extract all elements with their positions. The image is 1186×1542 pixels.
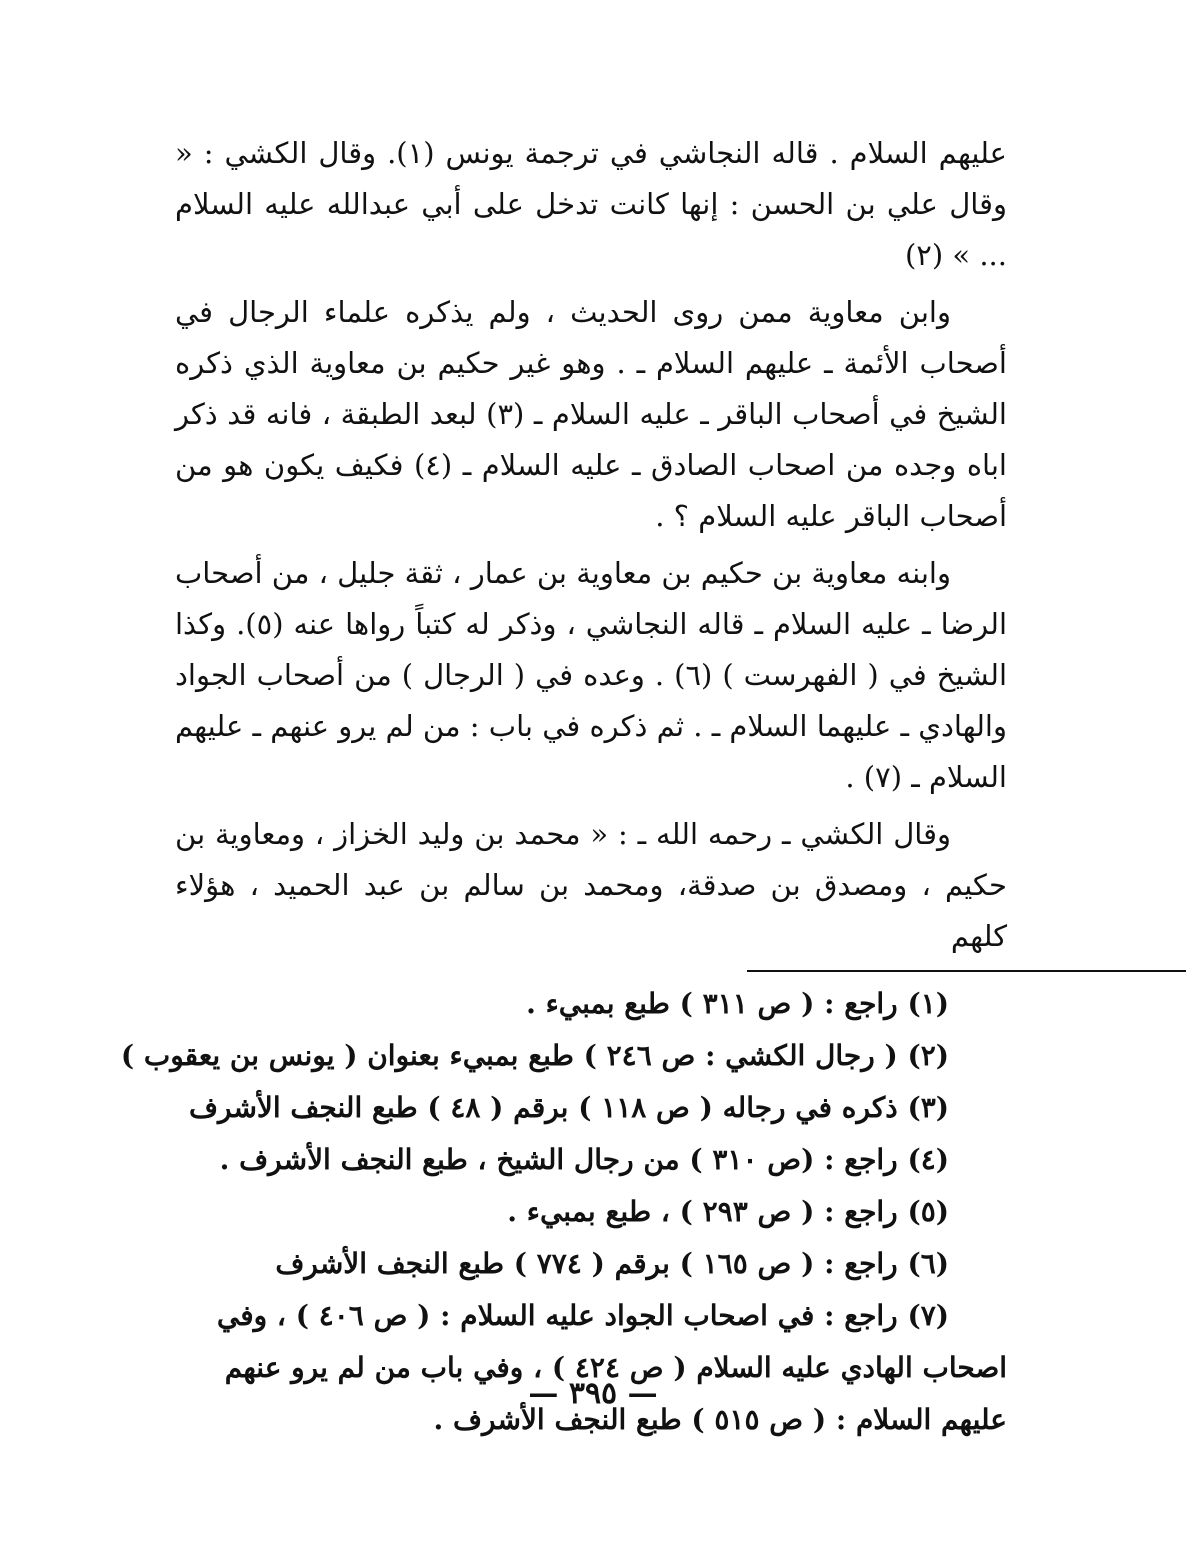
- footnote-3: (٣) ذكره في رجاله ( ص ١١٨ ) برقم ( ٤٨ ) طبع النجف الأشرف: [188, 1091, 949, 1124]
- footnote-2: (٢) ( رجال الكشي : ص ٢٤٦ ) طبع بمبيء بعنوان ( يونس بن يعقوب ): [120, 1039, 949, 1072]
- document-page: [120, 128, 1007, 1446]
- main-text: [175, 128, 1007, 962]
- footnote-7: (٧) راجع : في اصحاب الجواد عليه السلام : ( ص ٤٠٦ ) ، وفي اصحاب الهادي عليه السلام ( ص ٤٢٤ ) ، وفي باب من لم يرو عنهم عليهم السلام : ( ص ٥١٥ ) طبع النجف الأشرف .: [216, 1299, 1007, 1436]
- page-number: — ٣٩٥ —: [528, 1376, 658, 1411]
- footnote-5: (٥) راجع : ( ص ٢٩٣ ) ، طبع بمبيء .: [507, 1195, 949, 1228]
- separator-line: [747, 970, 1186, 972]
- paragraph-1: عليهم السلام . قاله النجاشي في ترجمة يونس (١). وقال الكشي : « وقال علي بن الحسن : إنها كانت تدخل على أبي عبدالله عليه السلام ... » (٢): [175, 136, 1007, 272]
- paragraph-2: وابن معاوية ممن روى الحديث ، ولم يذكره علماء الرجال في أصحاب الأئمة ـ عليهم السلام ـ . وهو غير حكيم بن معاوية الذي ذكره الشيخ في أصحاب الباقر ـ عليه السلام ـ (٣) لبعد الطبقة ، فانه قد ذكر اباه وجده من اصحاب الصادق ـ عليه السلام ـ (٤) فكيف يكون هو من أصحاب الباقر عليه السلام ؟ .: [175, 295, 1007, 533]
- paragraph-4: وقال الكشي ـ رحمه الله ـ : « محمد بن وليد الخزاز ، ومعاوية بن حكيم ، ومصدق بن صدقة، ومحمد بن سالم بن عبد الحميد ، هؤلاء كلهم: [175, 817, 1007, 953]
- footnote-separator: [175, 968, 1007, 978]
- footnote-1: (١) راجع : ( ص ٣١١ ) طبع بمبيء .: [526, 987, 949, 1020]
- footnote-6: (٦) راجع : ( ص ١٦٥ ) برقم ( ٧٧٤ ) طبع النجف الأشرف: [275, 1247, 949, 1280]
- footnote-4: (٤) راجع : (ص ٣١٠ ) من رجال الشيخ ، طبع النجف الأشرف .: [219, 1143, 949, 1176]
- paragraph-3: وابنه معاوية بن حكيم بن معاوية بن عمار ، ثقة جليل ، من أصحاب الرضا ـ عليه السلام ـ قاله النجاشي ، وذكر له كتباً رواها عنه (٥). وكذا الشيخ في ( الفهرست ) (٦) . وعده في ( الرجال ) من أصحاب الجواد والهادي ـ عليهما السلام ـ . ثم ذكره في باب : من لم يرو عنهم ـ عليهم السلام ـ (٧) .: [175, 556, 1007, 794]
